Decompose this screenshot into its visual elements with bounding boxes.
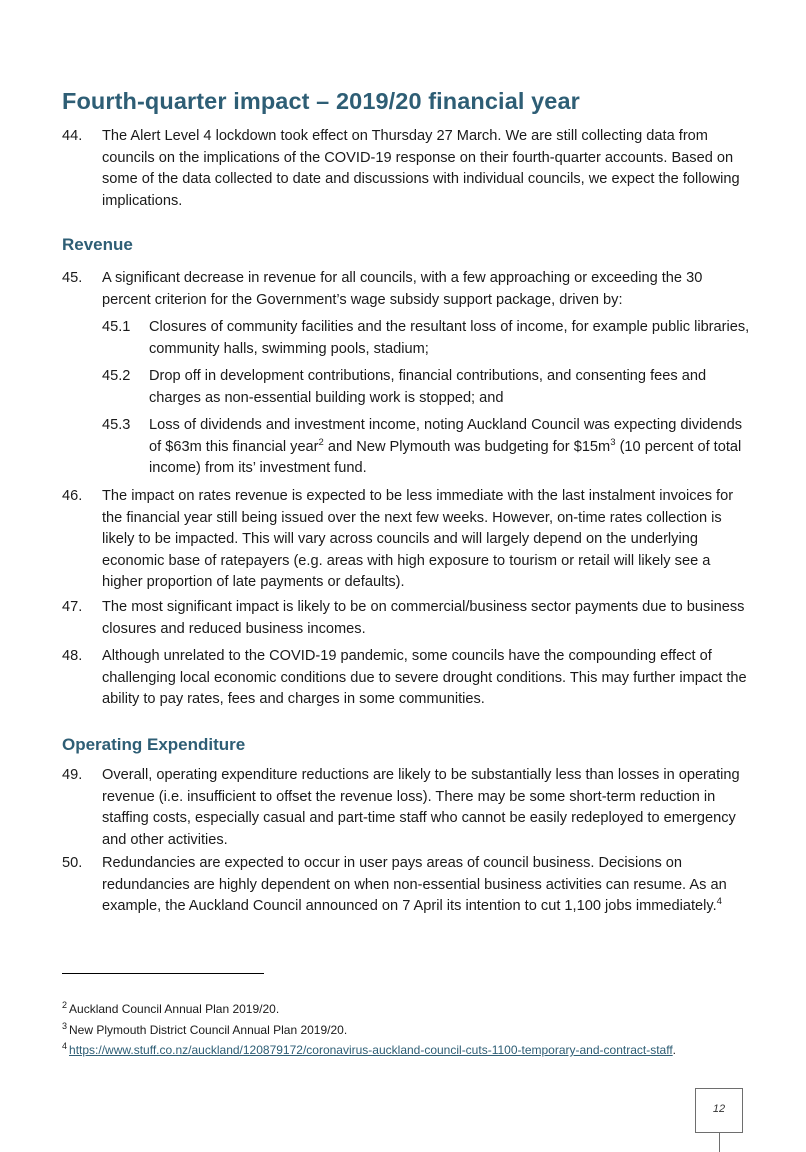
subparagraph-number: 45.1	[102, 319, 131, 335]
paragraph-number: 48.	[62, 648, 83, 664]
footnote-text: Auckland Council Annual Plan 2019/20.	[69, 1002, 280, 1016]
footnote-number: 2	[62, 1000, 68, 1010]
paragraph-text: The impact on rates revenue is expected to be less immediate with the last instalment invoices for the financial year still being issued over the next few weeks. However, on-time rates collection is likely to be impacted. This will vary across councils and will largely depend on the underlying economic base of ratepayers (e.g. areas with high exposure to tourism or retail will likely see a higher proportion of late payments or defaults).	[102, 488, 734, 590]
text-segment: (10 percent of total income) from its’ investment fund.	[149, 438, 742, 476]
paragraph-number: 46.	[62, 488, 83, 504]
footnote-separator	[62, 973, 264, 974]
paragraph-50	[62, 853, 752, 918]
paragraph-text: The Alert Level 4 lockdown took effect on Thursday 27 March. We are still collecting data from councils on the implications of the COVID-19 response on their fourth-quarter accounts. Based on some of the data collected to date and discussions with individual councils, we expect the following implications.	[102, 128, 740, 209]
paragraph-text: The most significant impact is likely to be on commercial/business sector payments due to business closures and reduced business incomes.	[102, 599, 745, 637]
paragraph-45	[62, 268, 752, 311]
page-number-box	[695, 1088, 743, 1133]
footnote-link[interactable]: https://www.stuff.co.nz/auckland/120879172/coronavirus-auckland-council-cuts-1100-temporary-and-contract-staff	[69, 1043, 673, 1057]
text-segment: and New Plymouth was budgeting for $15m	[323, 438, 611, 455]
paragraph-49	[62, 765, 752, 851]
footnote-4	[62, 1043, 676, 1058]
text-segment: Redundancies are expected to occur in user pays areas of council business. Decisions on redundancies are highly dependent on when non-essential business activities can resume. As an example, the Auckland Council announced on 7 April its intention to cut 1,100 jobs immediately.	[102, 855, 727, 914]
subparagraph-45-2	[102, 366, 752, 409]
footnote-text: New Plymouth District Council Annual Plan 2019/20.	[69, 1023, 348, 1037]
page-heading: Fourth-quarter impact – 2019/20 financial year	[62, 88, 580, 114]
footnote-3	[62, 1023, 347, 1038]
subparagraph-number: 45.3	[102, 417, 131, 433]
subparagraph-text: Closures of community facilities and the resultant loss of income, for example public libraries, community halls, swimming pools, stadium;	[149, 319, 750, 357]
subparagraph-number: 45.2	[102, 368, 131, 384]
footnote-ref-4[interactable]: 4	[716, 896, 722, 907]
paragraph-number: 49.	[62, 767, 83, 783]
subparagraph-45-3	[102, 415, 752, 480]
paragraph-text: Although unrelated to the COVID-19 pandemic, some councils have the compounding effect of challenging local economic conditions due to severe drought conditions. This may further impact the ability to pay rates, fees and charges in some communities.	[102, 648, 747, 707]
footnote-ref-2[interactable]: 2	[318, 436, 324, 448]
paragraph-44	[62, 126, 752, 212]
paragraph-number: 44.	[62, 128, 83, 144]
paragraph-text: Overall, operating expenditure reductions are likely to be substantially less than losses in operating revenue (i.e. insufficient to offset the revenue loss). There may be some short-term reduction in staffing costs, especially casual and part-time staff who cannot be easily redeployed to emergency and other activities.	[102, 767, 740, 848]
paragraph-number: 47.	[62, 599, 83, 615]
page-number-tick	[719, 1133, 720, 1152]
subparagraph-text	[149, 415, 752, 480]
footnote-ref-3[interactable]: 3	[610, 436, 616, 448]
paragraph-text: A significant decrease in revenue for all councils, with a few approaching or exceeding the 30 percent criterion for the Government’s wage subsidy support package, driven by:	[102, 270, 703, 308]
paragraph-number: 50.	[62, 855, 83, 871]
section-heading-revenue: Revenue	[62, 235, 133, 254]
footnote-number: 4	[62, 1041, 68, 1051]
subparagraph-45-1	[102, 317, 752, 360]
paragraph-number: 45.	[62, 270, 83, 286]
page-number: 12	[712, 1103, 726, 1115]
section-heading-operating-expenditure: Operating Expenditure	[62, 735, 246, 754]
paragraph-46	[62, 486, 752, 594]
text-segment: Loss of dividends and investment income, noting Auckland Council was expecting dividends of $63m this financial year	[149, 417, 743, 455]
footnote-number: 3	[62, 1021, 68, 1031]
paragraph-48	[62, 646, 752, 711]
paragraph-text	[102, 853, 752, 918]
footnote-2	[62, 1002, 279, 1017]
paragraph-47	[62, 597, 752, 640]
subparagraph-text: Drop off in development contributions, financial contributions, and consenting fees and charges as non-essential building work is stopped; and	[149, 368, 707, 406]
footnote-trailing-punct: .	[672, 1043, 677, 1057]
